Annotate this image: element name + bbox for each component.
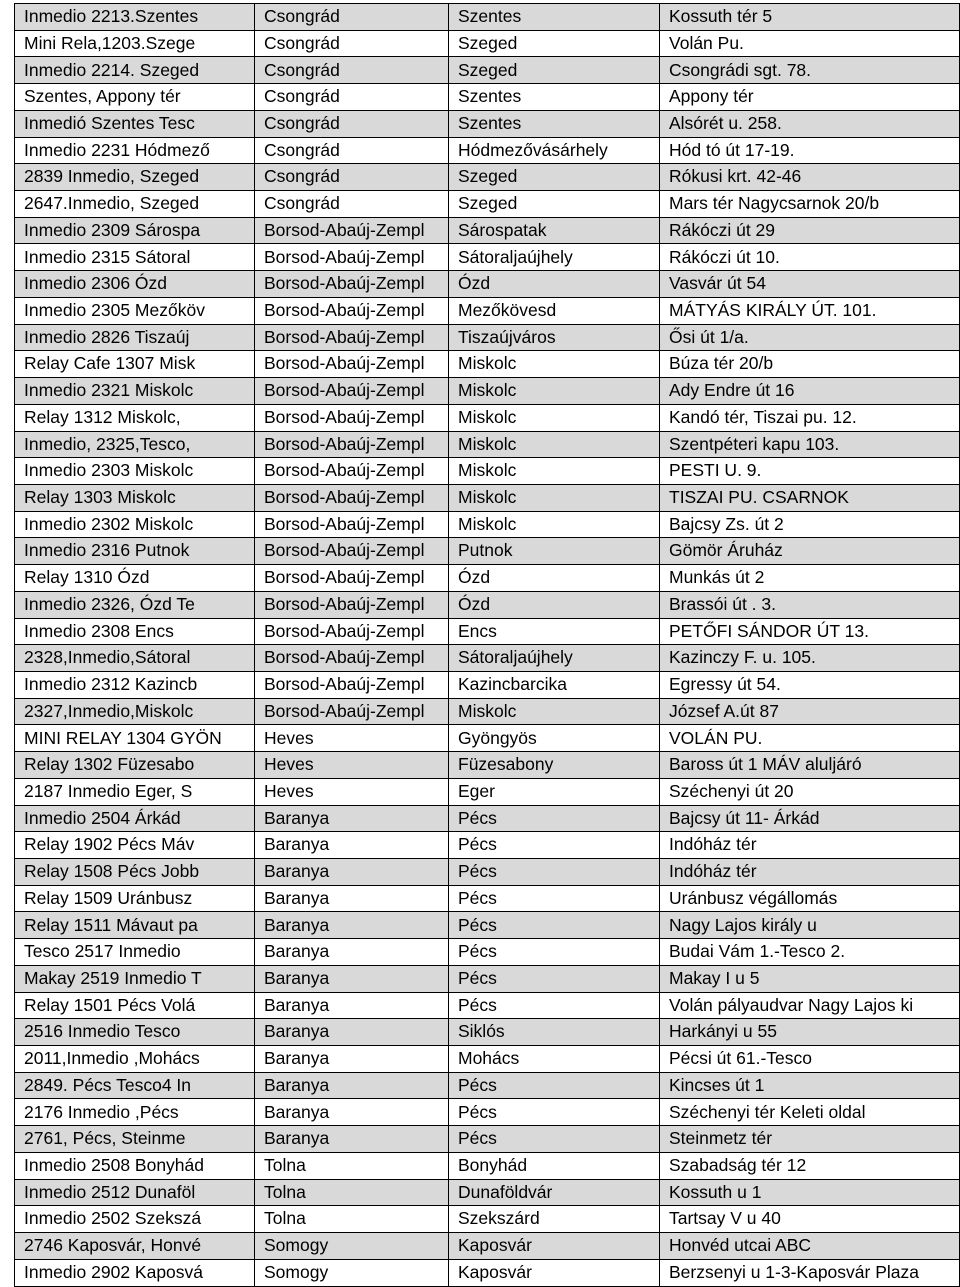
city-cell: Hódmezővásárhely [449,137,660,164]
address-cell: Egressy út 54. [660,671,960,698]
county-cell: Borsod-Abaúj-Zempl [255,565,449,592]
city-cell: Pécs [449,1126,660,1153]
store-name-cell: MINI RELAY 1304 GYÖN [15,725,255,752]
table-row [15,1019,960,1046]
city-cell: Miskolc [449,698,660,725]
county-cell: Borsod-Abaúj-Zempl [255,618,449,645]
store-name-cell: Relay 1509 Uránbusz [15,885,255,912]
table-row [15,324,960,351]
table-row [15,271,960,298]
city-cell: Mohács [449,1046,660,1073]
city-cell: Pécs [449,805,660,832]
county-cell: Baranya [255,1019,449,1046]
city-cell: Tiszaújváros [449,324,660,351]
store-name-cell: Inmedio 2308 Encs [15,618,255,645]
county-cell: Baranya [255,885,449,912]
county-cell: Baranya [255,1099,449,1126]
city-cell: Ózd [449,271,660,298]
city-cell: Szeged [449,164,660,191]
address-cell: Kossuth u 1 [660,1179,960,1206]
address-cell: Széchenyi út 20 [660,778,960,805]
city-cell: Ózd [449,591,660,618]
address-cell: Ady Endre út 16 [660,378,960,405]
address-cell: Kandó tér, Tiszai pu. 12. [660,404,960,431]
address-cell: Makay I u 5 [660,965,960,992]
table-row [15,137,960,164]
table-row [15,645,960,672]
store-name-cell: 2849. Pécs Tesco4 In [15,1072,255,1099]
city-cell: Miskolc [449,431,660,458]
table-row [15,885,960,912]
city-cell: Szentes [449,84,660,111]
city-cell: Miskolc [449,484,660,511]
county-cell: Baranya [255,1126,449,1153]
county-cell: Csongrád [255,57,449,84]
address-cell: Nagy Lajos király u [660,912,960,939]
store-name-cell: Inmedio 2315 Sátoral [15,244,255,271]
county-cell: Baranya [255,939,449,966]
city-cell: Szeged [449,30,660,57]
table-row [15,351,960,378]
store-name-cell: 2176 Inmedio ,Pécs [15,1099,255,1126]
address-cell: Mars tér Nagycsarnok 20/b [660,191,960,218]
store-name-cell: Inmedio 2508 Bonyhád [15,1152,255,1179]
store-name-cell: Inmedio 2309 Sárospa [15,217,255,244]
address-cell: Csongrádi sgt. 78. [660,57,960,84]
county-cell: Tolna [255,1206,449,1233]
address-cell: Szentpéteri kapu 103. [660,431,960,458]
county-cell: Csongrád [255,30,449,57]
store-name-cell: Relay 1508 Pécs Jobb [15,859,255,886]
county-cell: Borsod-Abaúj-Zempl [255,538,449,565]
store-name-cell: Relay 1902 Pécs Máv [15,832,255,859]
city-cell: Szentes [449,110,660,137]
county-cell: Borsod-Abaúj-Zempl [255,671,449,698]
county-cell: Heves [255,725,449,752]
table-row [15,511,960,538]
table-row [15,832,960,859]
store-list-body [15,4,960,1287]
address-cell: Berzsenyi u 1-3-Kaposvár Plaza [660,1259,960,1286]
table-row [15,1152,960,1179]
county-cell: Tolna [255,1152,449,1179]
store-name-cell: Relay 1511 Mávaut pa [15,912,255,939]
table-row [15,217,960,244]
address-cell: Brassói út . 3. [660,591,960,618]
store-name-cell: Makay 2519 Inmedio T [15,965,255,992]
city-cell: Kaposvár [449,1233,660,1260]
address-cell: PESTI U. 9. [660,458,960,485]
address-cell: Szabadság tér 12 [660,1152,960,1179]
address-cell: Baross út 1 MÁV aluljáró [660,752,960,779]
store-name-cell: Inmedio 2214. Szeged [15,57,255,84]
city-cell: Kaposvár [449,1259,660,1286]
county-cell: Borsod-Abaúj-Zempl [255,431,449,458]
store-name-cell: Inmedio 2302 Miskolc [15,511,255,538]
table-row [15,805,960,832]
county-cell: Borsod-Abaúj-Zempl [255,271,449,298]
city-cell: Eger [449,778,660,805]
store-name-cell: Inmedio 2312 Kazincb [15,671,255,698]
city-cell: Szeged [449,191,660,218]
county-cell: Csongrád [255,137,449,164]
city-cell: Sátoraljaújhely [449,645,660,672]
city-cell: Bonyhád [449,1152,660,1179]
address-cell: Tartsay V u 40 [660,1206,960,1233]
table-row [15,939,960,966]
city-cell: Pécs [449,1099,660,1126]
county-cell: Csongrád [255,84,449,111]
county-cell: Borsod-Abaúj-Zempl [255,378,449,405]
address-cell: MÁTYÁS KIRÁLY ÚT. 101. [660,297,960,324]
address-cell: József A.út 87 [660,698,960,725]
county-cell: Borsod-Abaúj-Zempl [255,458,449,485]
table-row [15,484,960,511]
table-row [15,1099,960,1126]
table-row [15,4,960,31]
store-name-cell: Inmedio 2213.Szentes [15,4,255,31]
city-cell: Pécs [449,885,660,912]
city-cell: Pécs [449,832,660,859]
store-name-cell: Inmedio 2316 Putnok [15,538,255,565]
store-name-cell: Inmedio 2306 Ózd [15,271,255,298]
table-row [15,1126,960,1153]
store-name-cell: Inmedio 2504 Árkád [15,805,255,832]
city-cell: Putnok [449,538,660,565]
county-cell: Borsod-Abaúj-Zempl [255,351,449,378]
store-name-cell: Mini Rela,1203.Szege [15,30,255,57]
store-name-cell: 2761, Pécs, Steinme [15,1126,255,1153]
table-row [15,191,960,218]
county-cell: Baranya [255,992,449,1019]
table-row [15,1072,960,1099]
address-cell: Budai Vám 1.-Tesco 2. [660,939,960,966]
address-cell: VOLÁN PU. [660,725,960,752]
table-row [15,1179,960,1206]
address-cell: Kossuth tér 5 [660,4,960,31]
table-row [15,591,960,618]
table-row [15,378,960,405]
county-cell: Tolna [255,1179,449,1206]
county-cell: Baranya [255,859,449,886]
table-row [15,1259,960,1286]
store-name-cell: Relay 1310 Ózd [15,565,255,592]
address-cell: Ősi út 1/a. [660,324,960,351]
store-name-cell: 2327,Inmedio,Miskolc [15,698,255,725]
county-cell: Csongrád [255,164,449,191]
city-cell: Pécs [449,859,660,886]
county-cell: Borsod-Abaúj-Zempl [255,511,449,538]
city-cell: Encs [449,618,660,645]
city-cell: Miskolc [449,378,660,405]
address-cell: Hód tó út 17-19. [660,137,960,164]
address-cell: Bajcsy út 11- Árkád [660,805,960,832]
store-name-cell: Relay 1312 Miskolc, [15,404,255,431]
address-cell: Kincses út 1 [660,1072,960,1099]
store-name-cell: Inmedio 2512 Dunaföl [15,1179,255,1206]
city-cell: Pécs [449,992,660,1019]
table-row [15,992,960,1019]
address-cell: Széchenyi tér Keleti oldal [660,1099,960,1126]
city-cell: Szekszárd [449,1206,660,1233]
store-name-cell: 2516 Inmedio Tesco [15,1019,255,1046]
address-cell: Alsórét u. 258. [660,110,960,137]
county-cell: Csongrád [255,191,449,218]
city-cell: Pécs [449,939,660,966]
address-cell: Kazinczy F. u. 105. [660,645,960,672]
city-cell: Miskolc [449,458,660,485]
table-row [15,565,960,592]
table-row [15,110,960,137]
table-row [15,431,960,458]
store-name-cell: Inmedio 2502 Szekszá [15,1206,255,1233]
address-cell: Munkás út 2 [660,565,960,592]
city-cell: Ózd [449,565,660,592]
table-row [15,859,960,886]
city-cell: Pécs [449,1072,660,1099]
city-cell: Miskolc [449,404,660,431]
store-name-cell: 2011,Inmedio ,Mohács [15,1046,255,1073]
address-cell: Indóház tér [660,859,960,886]
address-cell: Steinmetz tér [660,1126,960,1153]
table-row [15,1233,960,1260]
city-cell: Füzesabony [449,752,660,779]
address-cell: Honvéd utcai ABC [660,1233,960,1260]
address-cell: Búza tér 20/b [660,351,960,378]
table-row [15,912,960,939]
county-cell: Baranya [255,965,449,992]
table-row [15,752,960,779]
address-cell: Appony tér [660,84,960,111]
county-cell: Heves [255,778,449,805]
county-cell: Borsod-Abaúj-Zempl [255,698,449,725]
address-cell: Pécsi út 61.-Tesco [660,1046,960,1073]
county-cell: Borsod-Abaúj-Zempl [255,244,449,271]
county-cell: Heves [255,752,449,779]
store-list-table [14,3,960,1287]
county-cell: Baranya [255,805,449,832]
store-name-cell: Tesco 2517 Inmedio [15,939,255,966]
address-cell: Vasvár út 54 [660,271,960,298]
store-name-cell: 2328,Inmedio,Sátoral [15,645,255,672]
store-name-cell: Relay 1302 Füzesabo [15,752,255,779]
store-name-cell: 2187 Inmedio Eger, S [15,778,255,805]
store-name-cell: Inmedio 2826 Tiszaúj [15,324,255,351]
store-name-cell: Relay 1501 Pécs Volá [15,992,255,1019]
county-cell: Borsod-Abaúj-Zempl [255,484,449,511]
table-row [15,404,960,431]
address-cell: Rákóczi út 29 [660,217,960,244]
county-cell: Baranya [255,832,449,859]
store-name-cell: 2647.Inmedio, Szeged [15,191,255,218]
store-name-cell: Inmedio 2305 Mezőköv [15,297,255,324]
address-cell: Bajcsy Zs. út 2 [660,511,960,538]
county-cell: Baranya [255,1046,449,1073]
table-row [15,538,960,565]
store-name-cell: Relay 1303 Miskolc [15,484,255,511]
city-cell: Sárospatak [449,217,660,244]
city-cell: Pécs [449,965,660,992]
table-row [15,965,960,992]
county-cell: Borsod-Abaúj-Zempl [255,324,449,351]
store-name-cell: Inmedio 2231 Hódmező [15,137,255,164]
city-cell: Pécs [449,912,660,939]
county-cell: Somogy [255,1233,449,1260]
address-cell: Volán pályaudvar Nagy Lajos ki [660,992,960,1019]
address-cell: Uránbusz végállomás [660,885,960,912]
table-row [15,671,960,698]
county-cell: Baranya [255,912,449,939]
table-row [15,618,960,645]
city-cell: Szentes [449,4,660,31]
county-cell: Borsod-Abaúj-Zempl [255,404,449,431]
store-name-cell: Inmedio 2902 Kaposvá [15,1259,255,1286]
county-cell: Baranya [255,1072,449,1099]
city-cell: Miskolc [449,351,660,378]
table-row [15,458,960,485]
table-row [15,698,960,725]
store-name-cell: Inmedio 2326, Ózd Te [15,591,255,618]
store-name-cell: Inmedio 2303 Miskolc [15,458,255,485]
city-cell: Szeged [449,57,660,84]
county-cell: Borsod-Abaúj-Zempl [255,645,449,672]
table-row [15,778,960,805]
table-row [15,244,960,271]
city-cell: Kazincbarcika [449,671,660,698]
table-row [15,1046,960,1073]
address-cell: TISZAI PU. CSARNOK [660,484,960,511]
table-row [15,84,960,111]
address-cell: Rókusi krt. 42-46 [660,164,960,191]
city-cell: Siklós [449,1019,660,1046]
store-name-cell: Inmedio, 2325,Tesco, [15,431,255,458]
county-cell: Somogy [255,1259,449,1286]
store-name-cell: Inmedio 2321 Miskolc [15,378,255,405]
county-cell: Borsod-Abaúj-Zempl [255,217,449,244]
store-name-cell: Inmedió Szentes Tesc [15,110,255,137]
address-cell: PETŐFI SÁNDOR ÚT 13. [660,618,960,645]
address-cell: Indóház tér [660,832,960,859]
store-name-cell: 2839 Inmedio, Szeged [15,164,255,191]
table-row [15,725,960,752]
store-name-cell: 2746 Kaposvár, Honvé [15,1233,255,1260]
table-row [15,30,960,57]
city-cell: Gyöngyös [449,725,660,752]
store-name-cell: Szentes, Appony tér [15,84,255,111]
store-name-cell: Relay Cafe 1307 Misk [15,351,255,378]
address-cell: Rákóczi út 10. [660,244,960,271]
table-row [15,164,960,191]
county-cell: Borsod-Abaúj-Zempl [255,297,449,324]
county-cell: Borsod-Abaúj-Zempl [255,591,449,618]
city-cell: Miskolc [449,511,660,538]
address-cell: Volán Pu. [660,30,960,57]
address-cell: Gömör Áruház [660,538,960,565]
city-cell: Sátoraljaújhely [449,244,660,271]
table-row [15,297,960,324]
table-row [15,57,960,84]
table-row [15,1206,960,1233]
address-cell: Harkányi u 55 [660,1019,960,1046]
city-cell: Dunaföldvár [449,1179,660,1206]
city-cell: Mezőkövesd [449,297,660,324]
county-cell: Csongrád [255,110,449,137]
county-cell: Csongrád [255,4,449,31]
